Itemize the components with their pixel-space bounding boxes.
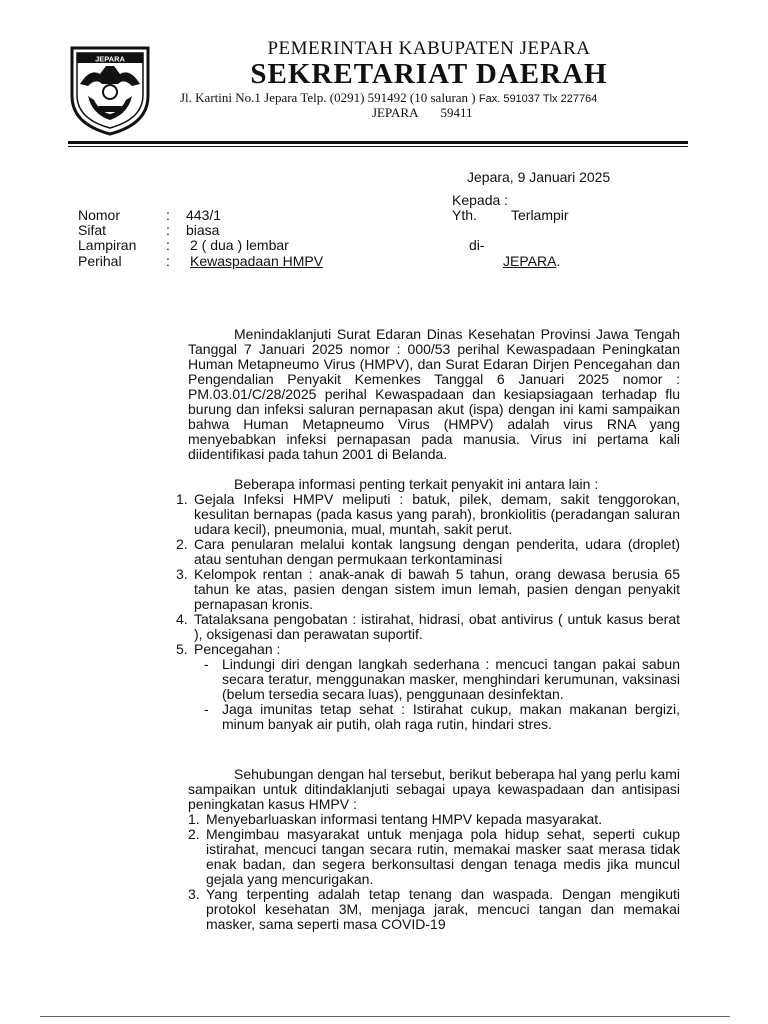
list-item bbox=[188, 887, 680, 932]
list-item bbox=[176, 567, 680, 612]
prevention-dash: - bbox=[204, 656, 209, 672]
letterhead-rule-thin bbox=[68, 146, 688, 147]
postcode-text: 59411 bbox=[440, 105, 473, 120]
meta-value: 2 ( dua ) lembar bbox=[190, 237, 289, 253]
meta-value-subject: Kewaspadaan HMPV bbox=[190, 253, 324, 269]
list-number: 4. bbox=[176, 611, 188, 627]
prevention-item bbox=[176, 702, 680, 732]
meta-label: Lampiran bbox=[78, 237, 137, 253]
letterhead-city bbox=[372, 105, 473, 121]
list-text: Menyebarluaskan informasi tentang HMPV kepada masyarakat. bbox=[206, 811, 603, 827]
list-number: 3. bbox=[188, 886, 200, 902]
list-text: Pencegahan : bbox=[194, 641, 281, 657]
list-item bbox=[176, 612, 680, 642]
meta-sep: : bbox=[166, 207, 170, 223]
jepara-coat-of-arms-icon bbox=[68, 44, 152, 136]
list-item bbox=[176, 492, 680, 537]
city-text: JEPARA bbox=[372, 105, 419, 120]
recipient-place-name: JEPARA bbox=[503, 253, 557, 269]
list-text: Tatalaksana pengobatan : istirahat, hidrasi, obat antivirus ( untuk kasus berat ), oksigenasi dan perawatan suportif. bbox=[194, 611, 680, 642]
closing-intro bbox=[188, 767, 680, 812]
list-number: 3. bbox=[176, 566, 188, 582]
letterhead-government: PEMERINTAH KABUPATEN JEPARA bbox=[267, 38, 591, 59]
meta-label: Sifat bbox=[78, 222, 107, 238]
list-number: 2. bbox=[176, 536, 188, 552]
letterhead-address bbox=[180, 90, 678, 106]
recipient-kepada: Kepada : bbox=[452, 192, 509, 208]
fax-text: Fax. 591037 Tlx 227764 bbox=[478, 93, 598, 105]
list-number: 2. bbox=[188, 826, 200, 842]
meta-value: biasa bbox=[186, 222, 220, 238]
body-intro-text: Menindaklanjuti Surat Edaran Dinas Kesehatan Provinsi Jawa Tengah Tanggal 7 Januari 2025 nomor : 000/53 perihal Kewaspadaan Peningkatan Human Metapneumo Virus (HMPV), dan Surat Edaran Dirjen Pencegahan dan Pengendalian Penyakit Kemenkes Tanggal 6 Januari 2025 nomor : PM.03.01/C/28/2025 perihal Kewaspadaan dan kesiapsiagaan terhadap flu burung dan infeksi saluran pernapasan akut (ispa) dengan ini kami sampaikan bahwa Human Metapneumo Virus (HMPV) adalah virus RNA yang menyebabkan infeksi pernapasan pada manusia. Virus ini pertama kali diidentifikasi pada tahun 2001 di Belanda. bbox=[188, 326, 680, 462]
list-text: Gejala Infeksi HMPV meliputi : batuk, pilek, demam, sakit tenggorokan, kesulitan bernapas (pada kasus yang parah), bronkiolitis (peradangan saluran udara kecil), pneumonia, mual, muntah, sakit perut. bbox=[194, 491, 680, 537]
meta-sep: : bbox=[166, 253, 170, 269]
letterhead-rule-thick bbox=[68, 141, 688, 144]
page-bottom-rule bbox=[40, 1016, 730, 1017]
letterhead-office: SEKRETARIAT DAERAH bbox=[250, 58, 608, 90]
info-section bbox=[176, 477, 680, 732]
logo-text: JEPARA bbox=[95, 54, 125, 64]
prevention-text: Jaga imunitas tetap sehat : Istirahat cukup, makan makanan bergizi, minum banyak air putih, olah raga rutin, hindari stres. bbox=[222, 701, 680, 732]
recipient-yth: Yth. bbox=[452, 207, 477, 223]
prevention-dash: - bbox=[204, 701, 209, 717]
list-number: 1. bbox=[188, 811, 200, 827]
recipient-di: di- bbox=[469, 237, 485, 253]
letter-date: Jepara, 9 Januari 2025 bbox=[467, 169, 611, 185]
prevention-item bbox=[176, 657, 680, 702]
list-text: Yang terpenting adalah tetap tenang dan waspada. Dengan mengikuti protokol kesehatan 3M, menjaga jarak, mencuci tangan dan memakai masker, sama seperti masa COVID-19 bbox=[206, 886, 680, 932]
recipient-place-dot: . bbox=[556, 253, 561, 269]
address-text: Jl. Kartini No.1 Jepara Telp. (0291) 591492 (10 saluran ) bbox=[180, 90, 479, 105]
list-number: 1. bbox=[176, 491, 188, 507]
meta-sep: : bbox=[166, 237, 170, 253]
list-item bbox=[176, 537, 680, 567]
meta-label: Nomor bbox=[78, 207, 121, 223]
meta-label: Perihal bbox=[78, 253, 122, 269]
meta-sep: : bbox=[166, 222, 170, 238]
info-intro: Beberapa informasi penting terkait penyakit ini antara lain : bbox=[234, 476, 599, 492]
list-item bbox=[176, 642, 680, 657]
list-text: Kelompok rentan : anak-anak di bawah 5 tahun, orang dewasa berusia 65 tahun ke atas, pasien dengan sistem imun lemah, pasien dengan penyakit pernapasan kronis. bbox=[194, 566, 680, 612]
prevention-text: Lindungi diri dengan langkah sederhana : mencuci tangan pakai sabun secara teratur, menggunakan masker, menghindari kerumunan, vaksinasi (belum tersedia secara luas), penggunaan desinfektan. bbox=[222, 656, 680, 702]
list-item bbox=[188, 827, 680, 887]
recipient-place bbox=[503, 254, 560, 269]
list-number: 5. bbox=[176, 641, 188, 657]
list-text: Mengimbau masyarakat untuk menjaga pola hidup sehat, seperti cukup istirahat, mencuci tangan secara rutin, memakai masker saat merasa tidak enak badan, dan segera berkonsultasi dengan tenaga medis jika muncul gejala yang mencurigakan. bbox=[206, 826, 680, 887]
list-item bbox=[188, 812, 680, 827]
recipient-name: Terlampir bbox=[511, 207, 569, 223]
meta-value: 443/1 bbox=[186, 207, 222, 223]
closing-intro-text: Sehubungan dengan hal tersebut, berikut beberapa hal yang perlu kami sampaikan untuk ditindaklanjuti sebagai upaya kewaspadaan dan antisipasi peningkatan kasus HMPV : bbox=[188, 766, 680, 812]
body-intro-paragraph bbox=[188, 327, 680, 462]
list-text: Cara penularan melalui kontak langsung dengan penderita, udara (droplet) atau sentuhan dengan permukaan terkontaminasi bbox=[194, 536, 680, 567]
closing-section bbox=[188, 767, 680, 932]
